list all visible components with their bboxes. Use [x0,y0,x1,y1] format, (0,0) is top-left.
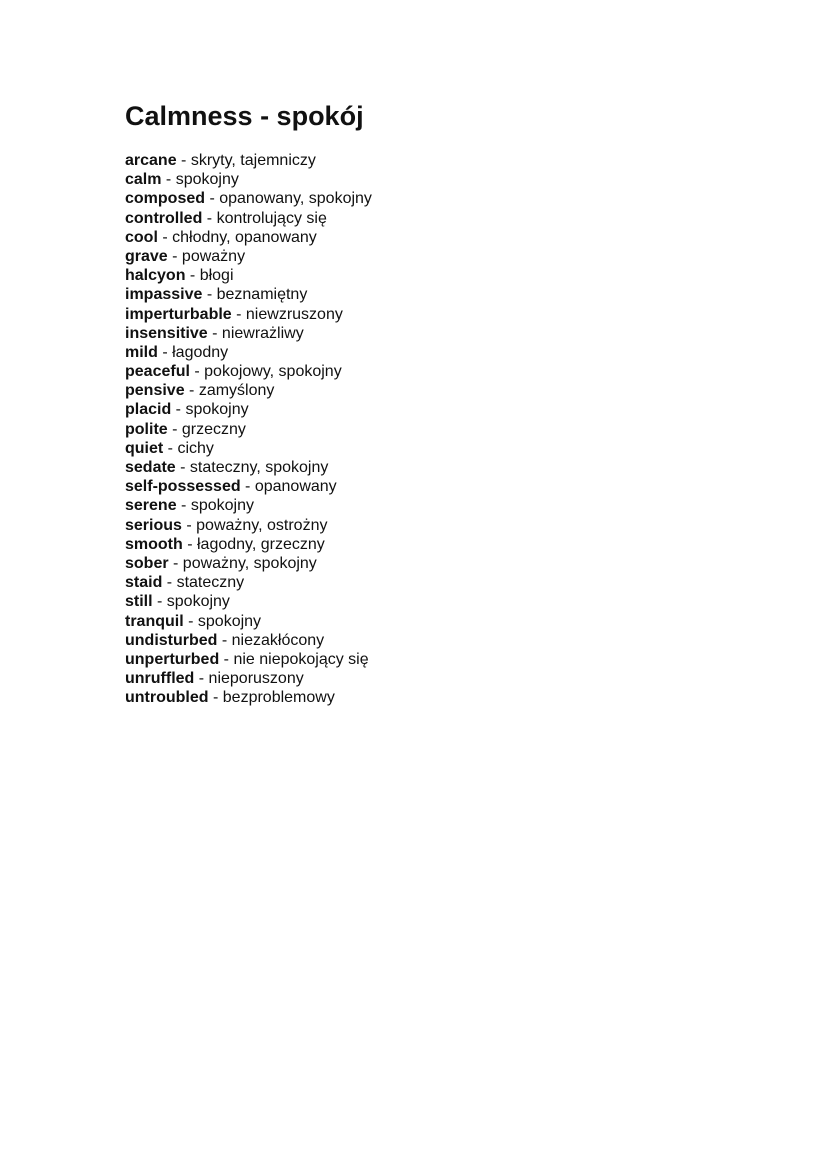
vocab-separator: - [157,228,173,246]
vocab-separator: - [202,286,217,304]
vocab-separator: - [183,612,198,630]
vocab-term: quiet [125,439,164,457]
vocab-separator: - [207,324,222,342]
vocab-term: cool [125,228,158,246]
vocab-separator: - [175,459,190,476]
vocab-translation: łagodny, grzeczny [197,535,325,553]
vocab-translation: poważny [181,247,246,265]
vocab-separator: - [168,554,183,572]
vocab-entry [125,477,372,496]
vocab-separator: - [217,631,232,649]
vocab-term: peaceful [125,363,190,381]
vocab-term: insensitive [125,324,208,342]
vocab-term: smooth [125,535,183,553]
vocab-entry [125,209,372,228]
vocab-entry [125,362,372,381]
vocab-translation: zamyślony [198,382,275,400]
vocab-separator: - [219,650,234,668]
vocab-term: arcane [125,152,177,169]
vocab-translation: spokojny [175,171,239,189]
vocab-translation: opanowany [254,478,337,496]
vocab-term: placid [125,401,172,419]
vocab-entry [125,400,372,419]
vocab-separator: - [208,689,223,707]
vocab-separator: - [152,593,167,611]
vocab-translation: spokojny [166,593,230,611]
page-title: Calmness - spokój [125,101,364,131]
vocab-term: impassive [125,286,203,304]
vocab-entry [125,247,372,266]
vocab-term: serene [125,497,177,515]
vocab-term: self-possessed [125,478,241,496]
vocab-entry [125,439,372,458]
vocab-separator: - [182,535,197,553]
vocab-entry [125,631,372,650]
vocab-separator: - [161,171,176,189]
vocab-separator: - [205,190,220,208]
vocab-translation: pokojowy, spokojny [204,363,342,381]
vocab-entry [125,458,372,477]
vocab-entry [125,496,372,515]
vocab-translation: spokojny [197,612,262,630]
vocab-entry [125,516,372,535]
vocab-term: pensive [125,382,185,400]
vocab-term: halcyon [125,267,186,285]
vocab-term: still [125,593,153,611]
vocab-separator: - [231,305,246,323]
vocab-separator: - [240,478,255,496]
vocab-translation: nieporuszony [208,670,304,688]
vocab-entry [125,554,372,573]
vocab-separator: - [167,420,182,438]
vocab-translation: niezakłócony [231,631,325,649]
vocab-translation: grzeczny [181,420,246,438]
vocab-term: grave [125,247,168,265]
vocab-term: undisturbed [125,631,218,649]
vocab-entry [125,612,372,631]
vocab-translation: spokojny [185,401,249,419]
vocab-entry [125,535,372,554]
vocab-separator: - [176,497,191,515]
vocab-term: composed [125,190,206,208]
vocab-separator: - [167,247,182,265]
vocab-entry [125,324,372,343]
vocab-term: imperturbable [125,305,232,323]
vocab-entry [125,343,372,362]
vocab-separator: - [163,439,178,457]
vocab-entry [125,420,372,439]
vocab-term: unruffled [125,670,195,688]
vocab-term: serious [125,516,182,534]
vocab-entry [125,151,372,170]
vocab-translation: opanowany, spokojny [219,190,372,208]
vocab-entry [125,669,372,688]
vocab-entry [125,285,372,304]
vocab-separator: - [185,267,200,285]
vocab-translation: cichy [177,439,214,457]
vocab-separator: - [184,382,199,400]
vocab-entry [125,592,372,611]
vocab-entry [125,305,372,324]
vocab-separator: - [202,209,217,227]
vocab-separator: - [194,670,209,688]
vocab-translation: chłodny, opanowany [172,228,317,246]
vocab-separator: - [176,152,191,169]
vocab-translation: poważny, spokojny [182,554,317,572]
vocab-term: tranquil [125,612,184,630]
vocab-term: controlled [125,209,203,227]
vocab-term: calm [125,171,162,189]
vocab-separator: - [181,516,197,534]
vocab-entry [125,688,372,707]
vocab-separator: - [171,401,186,419]
vocab-separator: - [189,363,205,381]
vocab-term: sober [125,554,169,572]
vocab-entry [125,573,372,592]
vocab-translation: stateczny [176,574,245,592]
vocab-translation: poważny, ostrożny [196,516,328,534]
vocab-term: unperturbed [125,650,220,668]
vocab-translation: beznamiętny [216,286,308,304]
vocab-entry [125,266,372,285]
vocab-translation: niewzruszony [245,305,343,323]
vocab-entry [125,170,372,189]
vocab-translation: łagodny [172,343,229,361]
vocabulary-list [125,151,372,707]
vocab-translation: spokojny [190,497,254,515]
vocab-term: untroubled [125,689,209,707]
vocab-translation: kontrolujący się [216,209,327,227]
vocab-translation: błogi [199,267,234,285]
vocab-entry [125,189,372,208]
vocab-translation: nie niepokojący się [233,650,369,668]
vocab-separator: - [162,574,177,592]
vocab-term: staid [125,574,163,592]
vocab-entry [125,650,372,669]
vocab-term: polite [125,420,168,438]
vocab-translation: bezproblemowy [222,689,335,707]
vocab-separator: - [157,343,173,361]
vocab-translation: stateczny, spokojny [189,459,329,476]
vocab-entry [125,381,372,400]
vocab-term: mild [125,343,158,361]
vocab-translation: niewrażliwy [221,324,304,342]
vocab-entry [125,228,372,247]
vocab-translation: skryty, tajemniczy [190,152,316,169]
vocab-term: sedate [125,459,176,476]
